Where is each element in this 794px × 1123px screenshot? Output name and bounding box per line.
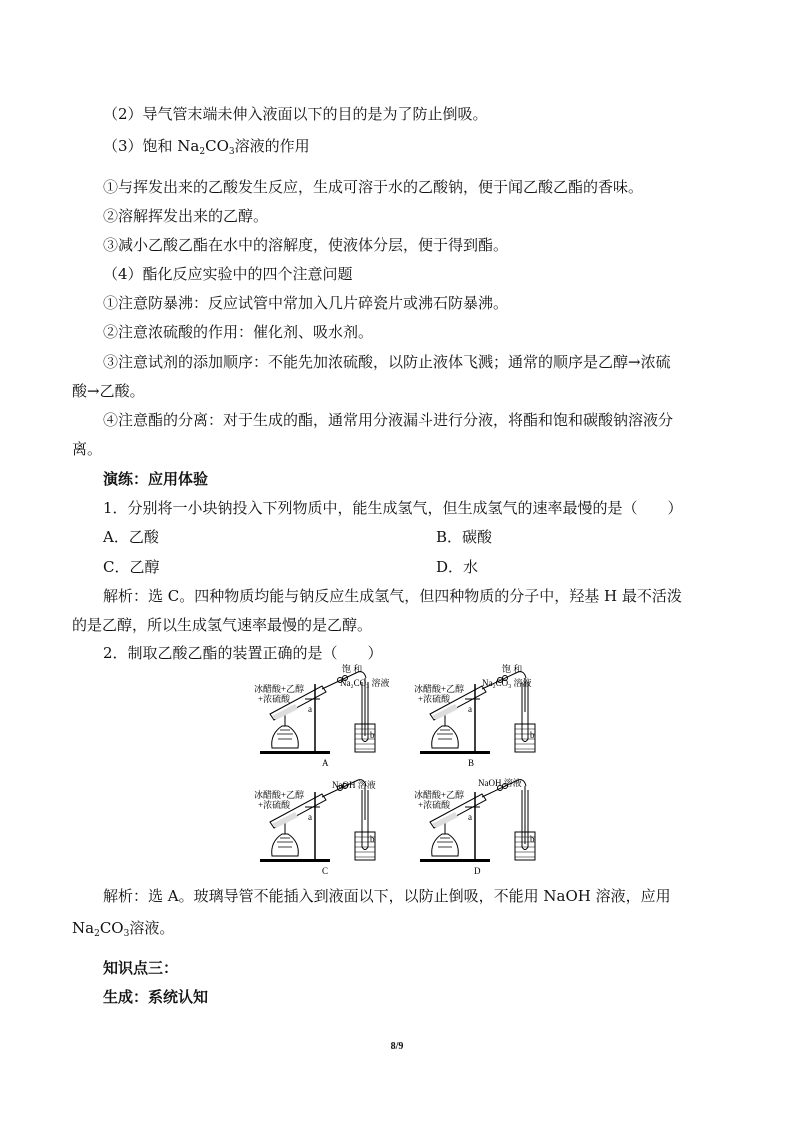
reagent-label: 冰醋酸+乙醇 bbox=[414, 684, 465, 694]
reagent-label: +浓硫酸 bbox=[258, 694, 291, 704]
text-line: 的是乙醇，所以生成氢气速率最慢的是乙醇。 bbox=[72, 616, 373, 634]
text-line: （2）导气管末端未伸入液面以下的目的是为了防止倒吸。 bbox=[103, 105, 488, 123]
apparatus-letter: A bbox=[322, 758, 329, 768]
tube-label-b: b bbox=[530, 834, 535, 844]
text-line: ④注意酯的分离：对于生成的酯，通常用分液漏斗进行分液，将酯和饱和碳酸钠溶液分 bbox=[103, 411, 674, 429]
question-2: 2．制取乙酸乙酯的装置正确的是（ ） bbox=[103, 644, 383, 662]
reagent-label: 冰醋酸+乙醇 bbox=[414, 790, 465, 800]
naoh-label: NaOH 溶液 bbox=[332, 780, 376, 790]
apparatus-letter: C bbox=[322, 866, 329, 876]
option-a: A．乙酸 bbox=[103, 528, 159, 546]
text-span: CO bbox=[99, 919, 124, 937]
tube-label-b: b bbox=[530, 730, 535, 740]
subscript: 3 bbox=[228, 147, 235, 157]
text-line: ①注意防暴沸：反应试管中常加入几片碎瓷片或沸石防暴沸。 bbox=[103, 294, 509, 312]
text-line: 离。 bbox=[72, 440, 103, 458]
text-span: 溶液的作用 bbox=[234, 137, 310, 155]
subscript: 2 bbox=[199, 147, 206, 157]
tube-label-a: a bbox=[308, 812, 312, 822]
text-line: ②溶解挥发出来的乙醇。 bbox=[103, 207, 269, 225]
tube-label-a: a bbox=[468, 812, 472, 822]
text-span: 溶液。 bbox=[129, 919, 175, 937]
text-line bbox=[72, 918, 174, 938]
apparatus-figure bbox=[250, 664, 550, 878]
tube-label-b: b bbox=[370, 834, 375, 844]
tube-label-a: a bbox=[468, 704, 472, 714]
apparatus-letter: D bbox=[474, 866, 481, 876]
text-line: （4）酯化反应实验中的四个注意问题 bbox=[103, 265, 353, 283]
apparatus-svg bbox=[250, 664, 550, 878]
text-span: CO bbox=[205, 137, 229, 155]
page-number: 8/9 bbox=[390, 1041, 404, 1052]
text-line: ③注意试剂的添加顺序：不能先加浓硫酸，以防止液体飞溅；通常的顺序是乙醇→浓硫 bbox=[103, 353, 671, 371]
text-line: 解析：选 A。玻璃导管不能插入到液面以下，以防止倒吸，不能用 NaOH 溶液，应用 bbox=[103, 887, 671, 905]
text-line: ①与挥发出来的乙酸发生反应，生成可溶于水的乙酸钠，便于闻乙酸乙酯的香味。 bbox=[103, 178, 644, 196]
text-line: ②注意浓硫酸的作用：催化剂、吸水剂。 bbox=[103, 323, 374, 341]
subscript: 2 bbox=[94, 929, 100, 939]
option-c: C．乙醇 bbox=[103, 558, 160, 576]
reagent-label: 冰醋酸+乙醇 bbox=[254, 790, 305, 800]
text-line: ③减小乙酸乙酯在水中的溶解度，使液体分层，便于得到酯。 bbox=[103, 236, 509, 254]
text-line: 酸→乙酸。 bbox=[72, 382, 145, 400]
section-heading: 生成：系统认知 bbox=[103, 988, 209, 1006]
text-line: 解析：选 C。四种物质均能与钠反应生成氢气，但四种物质的分子中，羟基 H 最不活泼 bbox=[103, 587, 682, 605]
tube-label-b: b bbox=[370, 730, 375, 740]
saturated-label: 饱 和 bbox=[342, 664, 363, 674]
text-line bbox=[103, 136, 310, 156]
na2co3-label: Na₂CO₃ 溶液 bbox=[340, 678, 390, 688]
tube-label-a: a bbox=[308, 704, 312, 714]
subscript: 3 bbox=[123, 929, 130, 939]
question-1: 1．分别将一小块钠投入下列物质中，能生成氢气，但生成氢气的速率最慢的是（ ） bbox=[103, 499, 683, 517]
reagent-label: +浓硫酸 bbox=[258, 800, 291, 810]
option-d: D．水 bbox=[436, 558, 479, 576]
saturated-label: 饱 和 bbox=[502, 664, 523, 674]
apparatus-letter: B bbox=[468, 758, 475, 768]
naoh-label: NaOH 溶液 bbox=[478, 778, 522, 788]
reagent-label: +浓硫酸 bbox=[418, 694, 451, 704]
option-b: B．碳酸 bbox=[436, 528, 493, 546]
section-heading: 知识点三： bbox=[103, 959, 179, 977]
text-span: （3）饱和 Na bbox=[103, 137, 200, 155]
reagent-label: +浓硫酸 bbox=[418, 800, 451, 810]
na2co3-label: Na₂CO₃ 溶液 bbox=[482, 678, 532, 688]
reagent-label: 冰醋酸+乙醇 bbox=[254, 684, 305, 694]
section-heading: 演练：应用体验 bbox=[103, 470, 209, 488]
text-span: Na bbox=[72, 919, 95, 937]
